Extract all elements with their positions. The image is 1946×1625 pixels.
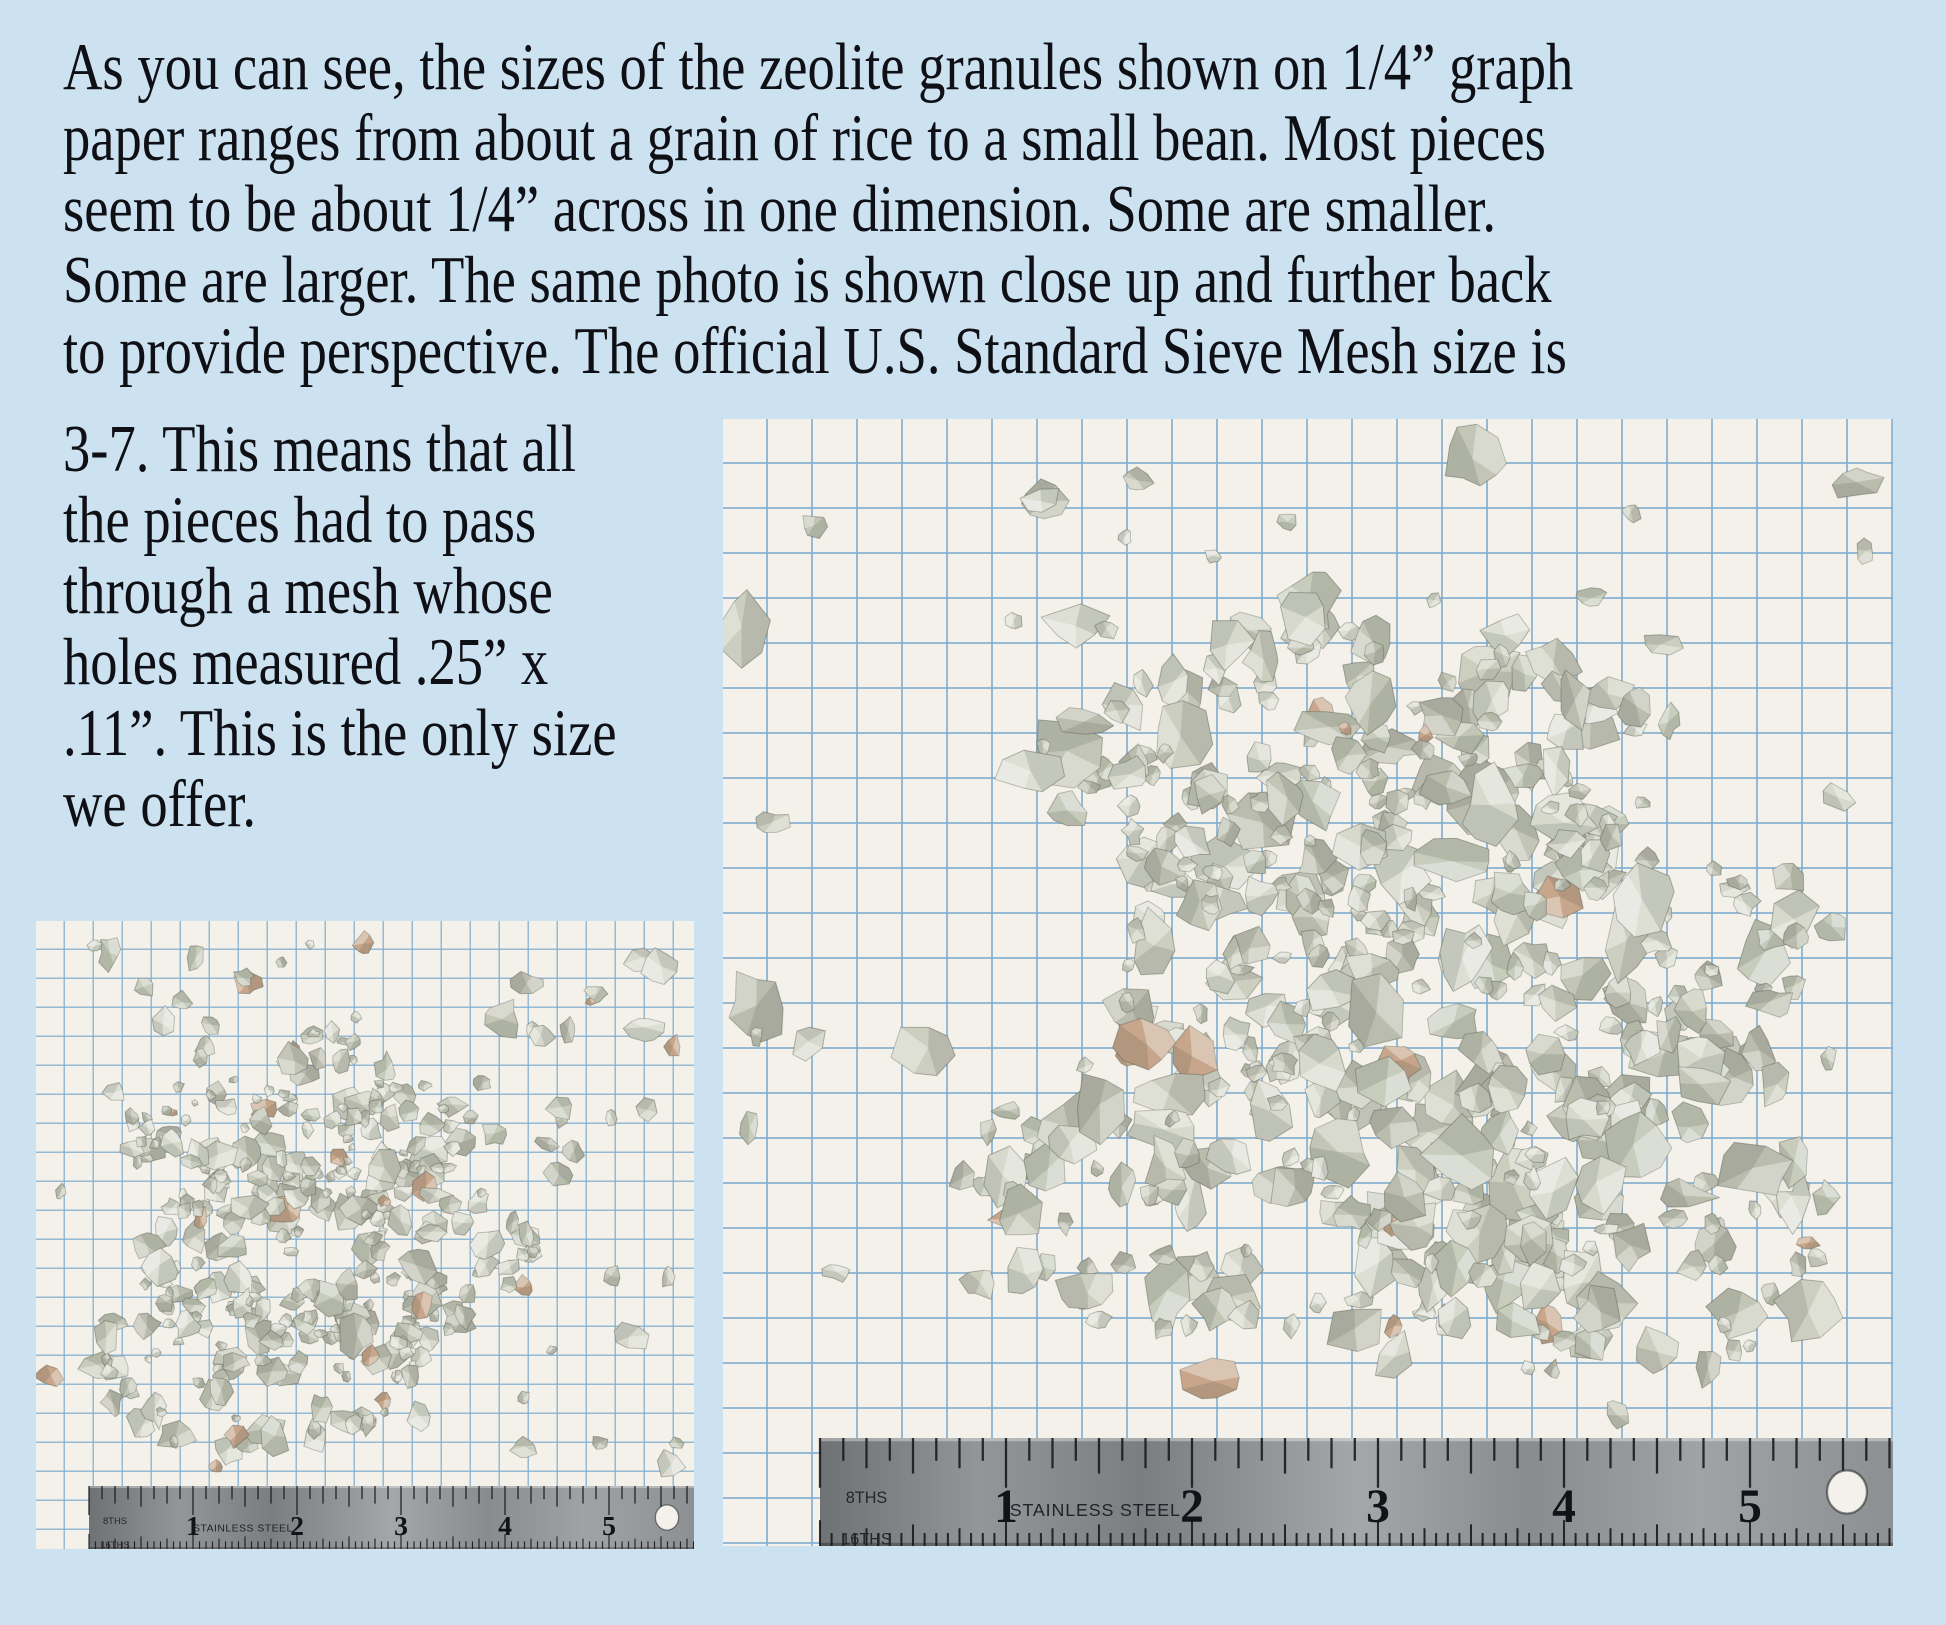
granule bbox=[156, 1295, 173, 1312]
granule bbox=[1596, 1101, 1610, 1115]
ruler-scale-16ths-label: 16THS bbox=[841, 1530, 892, 1546]
granule bbox=[100, 1390, 122, 1417]
granule bbox=[1117, 795, 1140, 817]
granule bbox=[152, 1006, 174, 1036]
ruler-number: 5 bbox=[1738, 1481, 1762, 1534]
granule bbox=[301, 1109, 320, 1122]
granule bbox=[1095, 621, 1119, 639]
granule bbox=[191, 1257, 205, 1271]
granule bbox=[394, 1186, 413, 1201]
granule bbox=[36, 1365, 63, 1387]
granule bbox=[891, 1027, 955, 1075]
granule bbox=[623, 1019, 665, 1042]
granule bbox=[949, 1160, 974, 1189]
granule bbox=[333, 1049, 350, 1074]
granule bbox=[134, 978, 153, 996]
intro-line: Some are larger. The same photo is shown close up and further back bbox=[63, 243, 1552, 317]
granule bbox=[1299, 765, 1320, 781]
granule bbox=[657, 1450, 685, 1477]
granule bbox=[501, 1277, 517, 1293]
granule bbox=[439, 1195, 462, 1214]
granule bbox=[349, 1143, 355, 1151]
granule bbox=[192, 1100, 198, 1107]
granule bbox=[1267, 1095, 1288, 1110]
granule bbox=[345, 1034, 361, 1051]
granule bbox=[1058, 1213, 1073, 1236]
ruler-scale-16ths-label: 16THS bbox=[100, 1540, 130, 1549]
granule bbox=[163, 1319, 176, 1328]
granule bbox=[1749, 1201, 1761, 1220]
intro-line: paper ranges from about a grain of rice to a small bean. Most pieces bbox=[63, 101, 1546, 175]
granule bbox=[473, 1076, 490, 1091]
ruler-number: 1 bbox=[994, 1481, 1018, 1534]
intro-line: to provide perspective. The official U.S. Standard Sieve Mesh size is bbox=[63, 314, 1567, 388]
granule bbox=[510, 1436, 537, 1457]
granule bbox=[202, 1017, 220, 1034]
granule bbox=[232, 1415, 241, 1422]
granule bbox=[803, 516, 828, 539]
granule bbox=[1521, 1361, 1535, 1375]
granule bbox=[295, 1226, 304, 1237]
ruler-hole bbox=[1827, 1470, 1867, 1513]
ruler-number: 2 bbox=[290, 1510, 304, 1542]
granule bbox=[56, 1183, 66, 1199]
granule bbox=[334, 1364, 344, 1374]
granule bbox=[1391, 1259, 1425, 1288]
granule bbox=[94, 1321, 117, 1355]
granule bbox=[470, 1231, 505, 1260]
granule bbox=[518, 1391, 529, 1404]
granule bbox=[535, 1137, 560, 1152]
photo-granules-closeup bbox=[723, 419, 1893, 1546]
granule bbox=[1445, 424, 1506, 486]
granule bbox=[1181, 1315, 1198, 1337]
granule bbox=[485, 999, 518, 1038]
granule bbox=[311, 1395, 332, 1423]
granule bbox=[277, 1102, 298, 1117]
granule bbox=[1773, 1279, 1842, 1341]
granule bbox=[387, 1272, 401, 1286]
granule bbox=[380, 1104, 399, 1131]
granule bbox=[1746, 990, 1793, 1017]
granule bbox=[352, 931, 373, 954]
granule bbox=[1544, 747, 1570, 798]
granule bbox=[663, 1266, 675, 1287]
granule bbox=[1726, 1340, 1742, 1362]
granule bbox=[1832, 468, 1884, 498]
granule bbox=[1283, 1314, 1300, 1339]
granule bbox=[1140, 1185, 1158, 1206]
granule bbox=[1438, 672, 1456, 691]
granule bbox=[278, 1090, 289, 1098]
granule bbox=[545, 1097, 571, 1119]
granule bbox=[162, 1106, 172, 1115]
ruler-number: 4 bbox=[1552, 1481, 1576, 1534]
granule bbox=[362, 1413, 374, 1437]
side-paragraph bbox=[63, 414, 742, 840]
granule bbox=[229, 1076, 238, 1082]
granule bbox=[1277, 514, 1296, 531]
granule bbox=[1108, 1162, 1135, 1207]
granule bbox=[420, 1112, 446, 1136]
granule bbox=[1705, 1213, 1721, 1234]
granule bbox=[215, 1099, 236, 1115]
granule bbox=[482, 1124, 506, 1145]
granule bbox=[1658, 1209, 1687, 1228]
granule bbox=[1299, 1034, 1346, 1091]
granule bbox=[1658, 702, 1680, 739]
granule bbox=[1133, 670, 1153, 698]
granule bbox=[1091, 1160, 1103, 1176]
granule bbox=[253, 1094, 262, 1104]
granule bbox=[1743, 1340, 1756, 1352]
granule bbox=[459, 1285, 475, 1303]
ruler-number: 3 bbox=[394, 1510, 408, 1542]
granule bbox=[614, 1322, 649, 1349]
granule bbox=[452, 1212, 474, 1236]
granule bbox=[152, 1349, 162, 1358]
granule bbox=[1243, 850, 1265, 874]
granule-field bbox=[36, 931, 686, 1477]
granule bbox=[138, 1120, 155, 1136]
granule bbox=[547, 1346, 558, 1355]
granule bbox=[981, 1119, 997, 1145]
intro-line: As you can see, the sizes of the zeolite granules shown on 1/4” graph bbox=[63, 30, 1574, 104]
granule bbox=[1008, 1247, 1043, 1293]
granule bbox=[1790, 1252, 1806, 1277]
granule bbox=[1193, 1004, 1207, 1024]
granule bbox=[305, 940, 314, 949]
ruler-number: 5 bbox=[602, 1510, 616, 1542]
granule bbox=[664, 1034, 680, 1055]
granule bbox=[342, 1371, 351, 1382]
granule bbox=[1077, 1057, 1094, 1073]
granule bbox=[606, 1109, 617, 1125]
granule bbox=[302, 1122, 314, 1139]
granule bbox=[133, 1155, 142, 1169]
granule bbox=[1607, 1401, 1628, 1429]
granule bbox=[593, 1437, 608, 1450]
photo-granules-further-back bbox=[36, 921, 694, 1549]
granule bbox=[1544, 1359, 1560, 1378]
granule bbox=[1644, 635, 1683, 655]
granule bbox=[562, 1140, 584, 1163]
granule bbox=[1271, 1168, 1316, 1207]
granule bbox=[1311, 1157, 1328, 1181]
steel-ruler bbox=[89, 1486, 694, 1549]
granule bbox=[343, 1157, 352, 1165]
granule bbox=[1005, 613, 1022, 629]
granules-closeup-graphic bbox=[723, 419, 1893, 1546]
granule bbox=[145, 1355, 152, 1363]
granule bbox=[241, 1123, 250, 1132]
granule bbox=[1705, 964, 1719, 976]
ruler-number: 3 bbox=[1366, 1481, 1390, 1534]
granule bbox=[351, 1011, 362, 1023]
granule bbox=[374, 1392, 390, 1410]
granule bbox=[380, 1408, 388, 1417]
granule bbox=[740, 1111, 758, 1144]
granule bbox=[277, 1041, 308, 1074]
granule bbox=[1488, 1065, 1527, 1113]
granule bbox=[395, 1370, 403, 1382]
column-line: holes measured .25” x bbox=[63, 625, 549, 699]
granule bbox=[1599, 1017, 1623, 1035]
granule bbox=[959, 1270, 994, 1299]
column-line: we offer. bbox=[63, 767, 257, 841]
granule bbox=[374, 1080, 383, 1088]
granule bbox=[1594, 1224, 1618, 1234]
granule bbox=[181, 1115, 191, 1127]
column-line: .11”. This is the only size bbox=[63, 696, 617, 770]
granule bbox=[1808, 1249, 1827, 1267]
granule bbox=[1321, 1186, 1344, 1200]
granule bbox=[350, 1055, 358, 1065]
granule bbox=[264, 1085, 274, 1097]
granule bbox=[756, 812, 791, 833]
granule bbox=[1823, 783, 1856, 812]
granule bbox=[1696, 1351, 1721, 1388]
granule bbox=[193, 1378, 205, 1388]
granule bbox=[1521, 1121, 1538, 1136]
granule bbox=[374, 1051, 395, 1080]
granule bbox=[793, 1027, 826, 1061]
ruler-brand-text: STAINLESS STEEL bbox=[1009, 1499, 1181, 1520]
granule bbox=[498, 1260, 519, 1275]
granule bbox=[1636, 1327, 1678, 1374]
granule bbox=[401, 1365, 418, 1389]
granule bbox=[1814, 913, 1845, 941]
ruler-hole bbox=[655, 1505, 678, 1530]
ruler-brand-text: STAINLESS STEEL bbox=[193, 1523, 293, 1535]
ruler-number: 4 bbox=[498, 1510, 512, 1542]
granule bbox=[463, 1110, 478, 1124]
granule bbox=[1272, 952, 1291, 963]
granule bbox=[751, 1028, 762, 1047]
intro-paragraph bbox=[63, 32, 1916, 387]
granule bbox=[276, 957, 287, 967]
granule bbox=[87, 940, 102, 951]
granule bbox=[510, 971, 544, 993]
granule bbox=[1349, 974, 1404, 1047]
granule bbox=[388, 1205, 412, 1236]
granule bbox=[1149, 1245, 1176, 1265]
granule bbox=[208, 1460, 222, 1472]
granule bbox=[1762, 1062, 1789, 1107]
granule bbox=[224, 1261, 252, 1293]
granule bbox=[1111, 1252, 1136, 1274]
granule bbox=[669, 1437, 684, 1448]
granule bbox=[1376, 1331, 1412, 1379]
granule bbox=[348, 1168, 362, 1180]
granule bbox=[324, 1021, 339, 1044]
granule bbox=[1475, 977, 1494, 995]
column-line: through a mesh whose bbox=[63, 554, 553, 628]
granule bbox=[136, 1136, 146, 1147]
intro-line: seem to be about 1/4” across in one dimension. Some are smaller. bbox=[63, 172, 1497, 246]
granule bbox=[1175, 826, 1210, 858]
granule bbox=[1821, 1046, 1837, 1070]
granule bbox=[560, 1017, 575, 1044]
granule bbox=[343, 1135, 353, 1143]
granule bbox=[723, 590, 770, 669]
steel-ruler bbox=[820, 1438, 1893, 1546]
granule bbox=[1055, 1274, 1112, 1309]
granule bbox=[822, 1265, 850, 1283]
granule bbox=[288, 1350, 308, 1374]
column-line: 3-7. This means that all bbox=[63, 412, 577, 486]
granule bbox=[529, 1025, 556, 1046]
granule bbox=[1427, 593, 1441, 608]
granule bbox=[1310, 1293, 1327, 1313]
granule bbox=[1648, 997, 1663, 1017]
granule bbox=[102, 1083, 124, 1101]
granule bbox=[1123, 467, 1154, 490]
column-line: the pieces had to pass bbox=[63, 483, 537, 557]
granule bbox=[1576, 588, 1607, 607]
granule bbox=[1155, 1318, 1173, 1339]
granule bbox=[1412, 979, 1430, 994]
granule bbox=[1327, 1309, 1381, 1351]
granules-wide-graphic bbox=[36, 921, 694, 1549]
granule bbox=[1635, 797, 1650, 808]
granule bbox=[284, 1247, 299, 1256]
granule bbox=[345, 1108, 362, 1125]
granule bbox=[1543, 952, 1562, 976]
granule bbox=[1813, 1180, 1841, 1216]
granule bbox=[1108, 756, 1146, 790]
granule bbox=[991, 1102, 1019, 1120]
granule bbox=[1180, 1358, 1239, 1399]
granule-field bbox=[723, 424, 1884, 1429]
granule bbox=[216, 1341, 228, 1350]
granule bbox=[1773, 863, 1804, 890]
granule bbox=[604, 1266, 620, 1286]
ruler-number: 2 bbox=[1180, 1481, 1204, 1534]
granule bbox=[172, 990, 193, 1008]
granule bbox=[1123, 959, 1135, 972]
granule bbox=[173, 1082, 184, 1093]
granule bbox=[418, 1081, 432, 1092]
ruler-number: 1 bbox=[186, 1510, 200, 1542]
ruler-scale-8ths-label: 8THS bbox=[102, 1515, 128, 1527]
granule bbox=[1672, 1102, 1709, 1143]
granule bbox=[1304, 835, 1315, 847]
granule bbox=[1118, 529, 1131, 545]
granule bbox=[407, 1401, 430, 1432]
granule bbox=[133, 1313, 161, 1339]
granule bbox=[1796, 1237, 1820, 1249]
granule bbox=[1706, 1288, 1768, 1339]
granule bbox=[1086, 1311, 1113, 1328]
granule bbox=[1133, 1073, 1205, 1115]
granule bbox=[1857, 538, 1873, 564]
granule bbox=[543, 1162, 573, 1186]
granule bbox=[1047, 791, 1087, 826]
granule bbox=[1247, 742, 1271, 772]
granule bbox=[1205, 550, 1221, 563]
granule bbox=[1386, 790, 1409, 815]
granule bbox=[187, 946, 203, 971]
granule bbox=[1622, 505, 1641, 523]
granule bbox=[1707, 861, 1722, 876]
ruler-scale-8ths-label: 8THS bbox=[845, 1488, 888, 1507]
granule bbox=[636, 1098, 657, 1122]
granule bbox=[192, 1200, 203, 1217]
granule bbox=[1282, 1148, 1299, 1166]
